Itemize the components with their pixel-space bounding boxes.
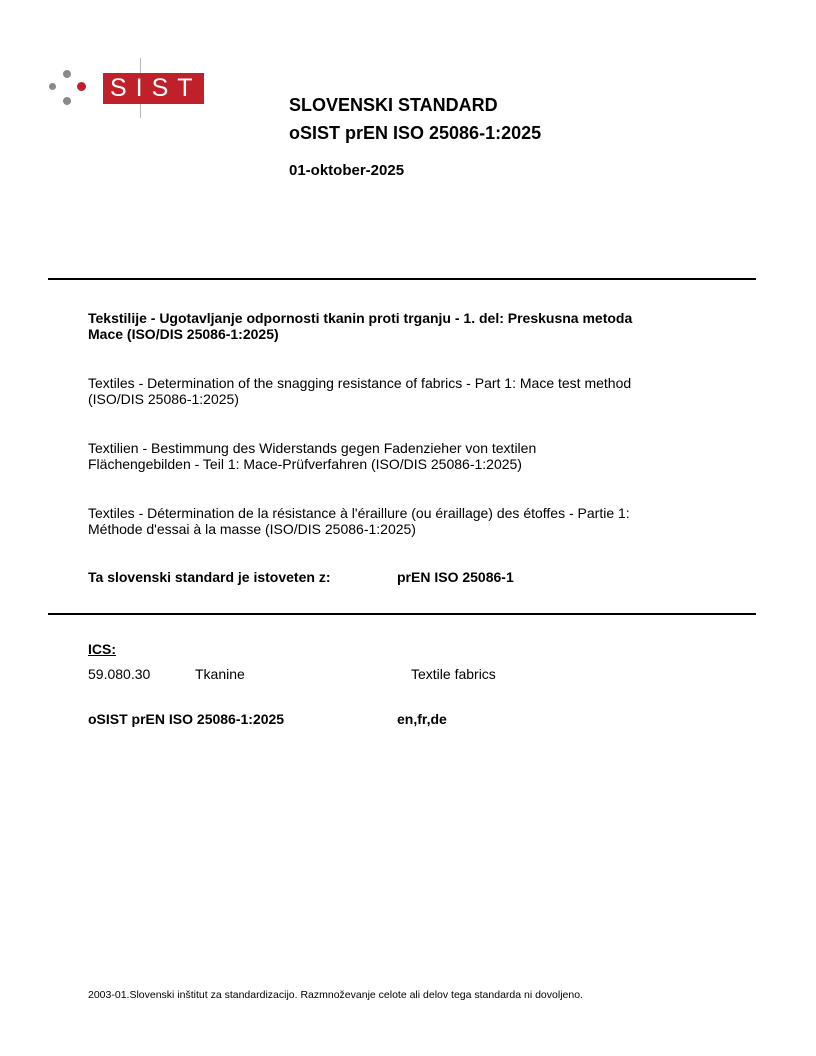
standard-date: 01-oktober-2025 [289, 162, 405, 179]
title-slovenian: Tekstilije - Ugotavljanje odpornosti tkanin proti trganju - 1. del: Preskusna metoda Mace (ISO/DIS 25086-1:2025) [88, 310, 633, 342]
standard-code: oSIST prEN ISO 25086-1:2025 [289, 123, 542, 143]
logo-text: SIST [103, 73, 204, 104]
document-code: oSIST prEN ISO 25086-1:2025 [88, 711, 285, 727]
logo-dot-icon [49, 83, 56, 90]
logo-dot-red-icon [77, 82, 86, 91]
logo-dot-icon [63, 70, 71, 78]
ics-label: ICS: [88, 641, 116, 657]
logo-dot-icon [63, 97, 71, 105]
ics-english: Textile fabrics [411, 666, 496, 682]
title-english: Textiles - Determination of the snagging resistance of fabrics - Part 1: Mace test method (ISO/DIS 25086-1:2025) [88, 375, 632, 407]
document-languages: en,fr,de [397, 711, 447, 727]
standard-type: SLOVENSKI STANDARD [289, 95, 498, 115]
identical-value: prEN ISO 25086-1 [397, 569, 514, 585]
identical-label: Ta slovenski standard je istoveten z: [88, 569, 331, 585]
divider-bottom [48, 613, 756, 615]
footer-copyright: 2003-01.Slovenski inštitut za standardizacijo. Razmnoževanje celote ali delov tega standarda ni dovoljeno. [88, 989, 583, 1001]
divider-top [48, 278, 756, 280]
ics-code: 59.080.30 [88, 666, 151, 682]
title-french: Textiles - Détermination de la résistance à l'éraillure (ou éraillage) des étoffes - Partie 1: Méthode d'essai à la masse (ISO/DIS 25086-1:2025) [88, 505, 630, 537]
title-german: Textilien - Bestimmung des Widerstands gegen Fadenzieher von textilen Flächengebilden - Teil 1: Mace-Prüfverfahren (ISO/DIS 25086-1:2025) [88, 440, 537, 472]
ics-slovenian: Tkanine [195, 666, 245, 682]
